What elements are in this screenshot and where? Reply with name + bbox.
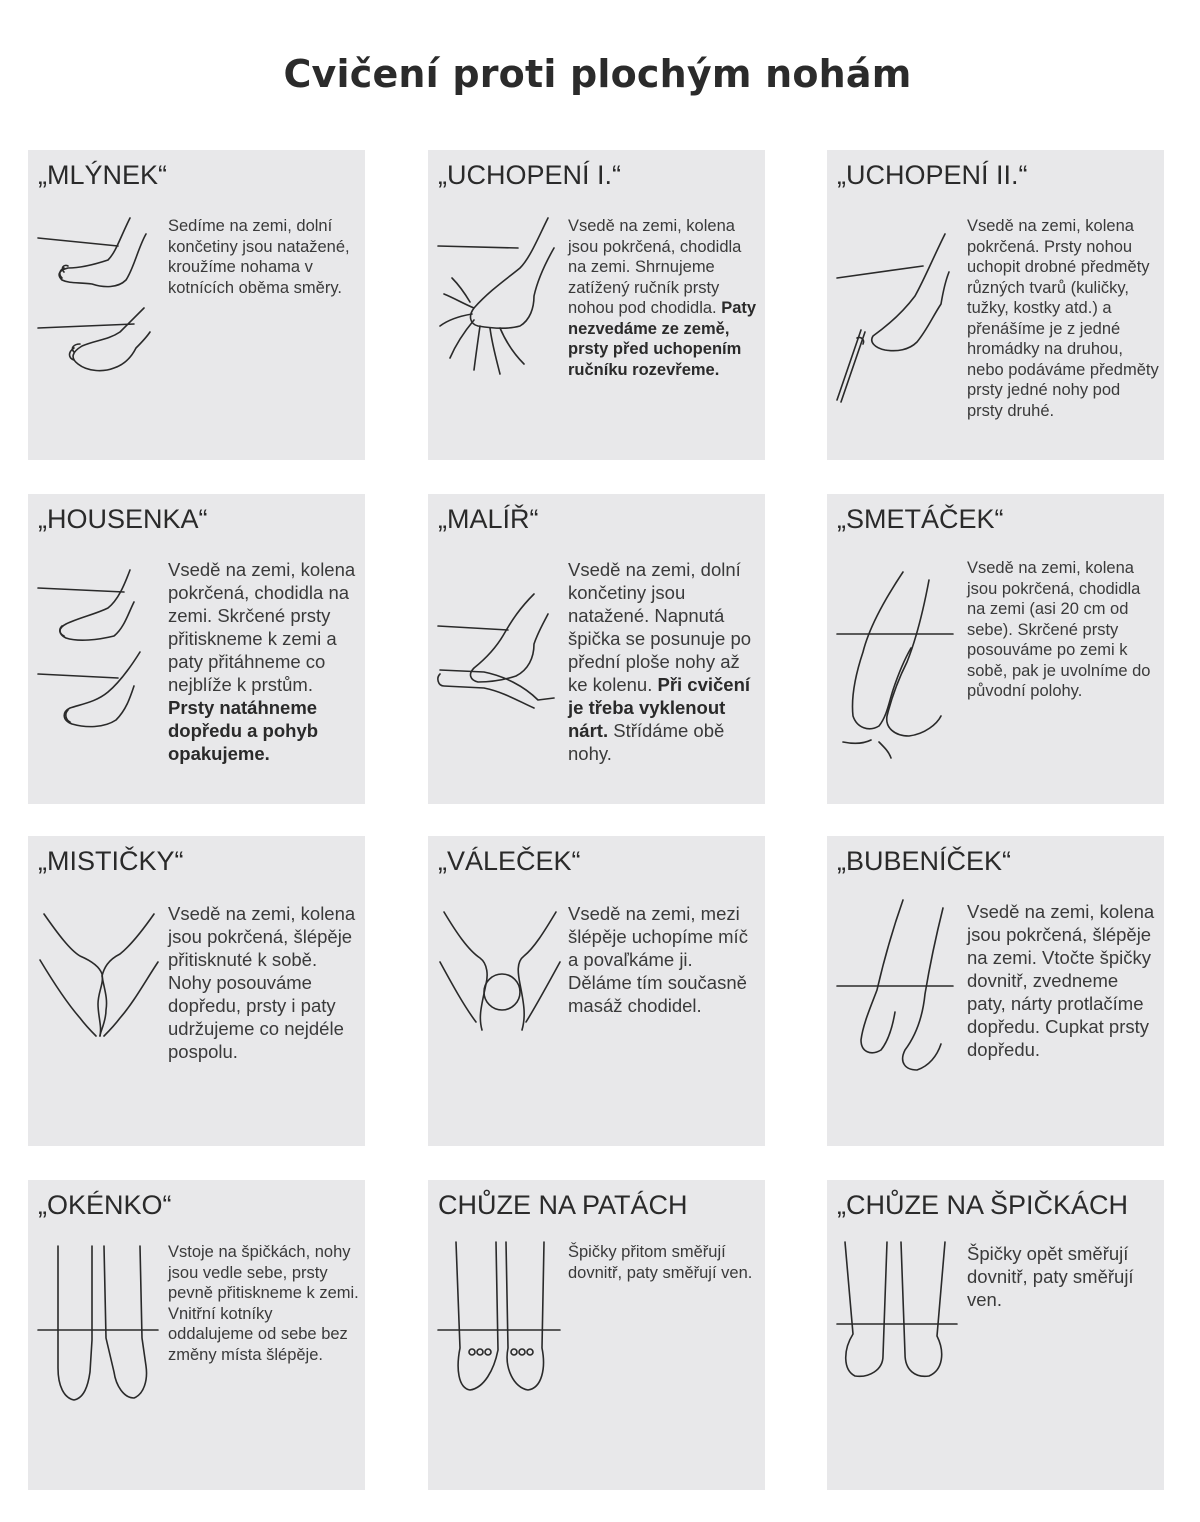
exercise-card-uchopeni-1 [428, 150, 765, 460]
exercise-description: Špičky opět směřují dovnitř, paty směřují ven. [967, 1243, 1134, 1310]
exercise-card-chuze-na-patach [428, 1180, 765, 1490]
foot-painter-icon [434, 552, 566, 782]
exercise-description: Vsedě na zemi, dolní končetiny jsou natažené. Napnutá špička se posunuje po přední ploše nohy až ke kolenu. Při cvičení je třeba vyklenout nárt. Střídáme obě nohy. [568, 559, 752, 764]
foot-caterpillar-icon [34, 552, 166, 782]
exercise-title: „MLÝNEK“ [38, 160, 168, 190]
soles-ball-icon [434, 894, 566, 1124]
exercise-card-valecek [428, 836, 765, 1146]
foot-pencil-grip-icon [833, 208, 965, 438]
exercise-title: „HOUSENKA“ [38, 504, 208, 534]
feet-drumming-icon [833, 894, 965, 1124]
exercise-card-uchopeni-2 [827, 150, 1164, 460]
feet-sweeping-icon [833, 552, 965, 782]
exercise-description: Sedíme na zemi, dolní končetiny jsou natažené, kroužíme nohama v kotnících oběma směry. [168, 217, 350, 297]
exercise-description: Vsedě na zemi, kolena jsou pokrčená, šlépěje na zemi. Vtočte špičky dovnitř, zvedneme paty, nárty protlačíme dopředu. Cupkat prsty dopředu. [967, 901, 1155, 1060]
exercise-title: „CHŮZE NA ŠPIČKÁCH [837, 1190, 1129, 1220]
exercise-card-mlynek [28, 150, 365, 460]
exercise-title: „BUBENÍČEK“ [837, 846, 1012, 876]
foot-towel-grip-icon [434, 208, 566, 438]
exercise-title: „OKÉNKO“ [38, 1190, 172, 1220]
exercise-title: „MALÍŘ“ [438, 504, 539, 534]
soles-together-icon [34, 894, 166, 1124]
exercise-card-smetacek [827, 494, 1164, 804]
exercise-description: Vsedě na zemi, kolena pokrčená. Prsty nohou uchopit drobné předměty různých tvarů (kuličky, tužky, kostky atd.) a přenášíme je z jedné hromádky na druhou, nebo podáváme předměty prsty jedné nohy pod prsty druhé. [967, 217, 1159, 420]
exercise-description: Vsedě na zemi, kolena jsou pokrčená, chodidla na zemi. Shrnujeme zatížený ručník prsty nohou pod chodidla. Paty nezvedáme ze země, prsty před uchopením ručníku rozevřeme. [568, 217, 757, 379]
exercise-title: „SMETÁČEK“ [837, 504, 1004, 534]
exercise-description: Vstoje na špičkách, nohy jsou vedle sebe, prsty pevně přitiskneme k zemi. Vnitřní kotníky oddalujeme od sebe bez změny místa šlépěje. [168, 1243, 359, 1364]
page-title: Cvičení proti plochým nohám [283, 52, 912, 96]
exercise-title: „UCHOPENÍ II.“ [837, 160, 1028, 190]
exercise-description: Vsedě na zemi, kolena jsou pokrčená, chodidla na zemi (asi 20 cm od sebe). Skrčené prsty posouváme po zemi k sobě, pak je uvolníme do původní polohy. [967, 559, 1151, 700]
exercise-card-misticky [28, 836, 365, 1146]
exercise-card-chuze-na-spickach [827, 1180, 1164, 1490]
exercise-title: „VÁLEČEK“ [438, 846, 581, 876]
exercise-card-malir [428, 494, 765, 804]
exercise-card-okenko [28, 1180, 365, 1490]
exercise-title: „UCHOPENÍ I.“ [438, 160, 622, 190]
exercise-title: „MISTIČKY“ [38, 846, 184, 876]
foot-rotation-icon [34, 208, 166, 438]
exercise-description: Špičky přitom směřují dovnitř, paty směřují ven. [568, 1243, 753, 1282]
exercise-description: Vsedě na zemi, mezi šlépěje uchopíme míč a povaľkáme ji. Děláme tím současně masáž chodidel. [568, 903, 748, 1016]
exercise-title: CHŮZE NA PATÁCH [438, 1190, 688, 1220]
exercise-card-bubenicek [827, 836, 1164, 1146]
toe-walking-icon [833, 1238, 965, 1468]
exercise-card-housenka [28, 494, 365, 804]
heel-walking-icon [434, 1238, 566, 1468]
exercise-description: Vsedě na zemi, kolena pokrčená, chodidla na zemi. Skrčené prsty přitiskneme k zemi a paty přitáhneme co nejblíže k prstům. Prsty natáhneme dopředu a pohyb opakujeme. [168, 559, 356, 764]
standing-tiptoe-icon [34, 1238, 166, 1468]
exercise-description: Vsedě na zemi, kolena jsou pokrčená, šlépěje přitisknuté k sobě. Nohy posouváme dopředu, prsty i paty udržujeme co nejdéle pospolu. [168, 903, 356, 1062]
